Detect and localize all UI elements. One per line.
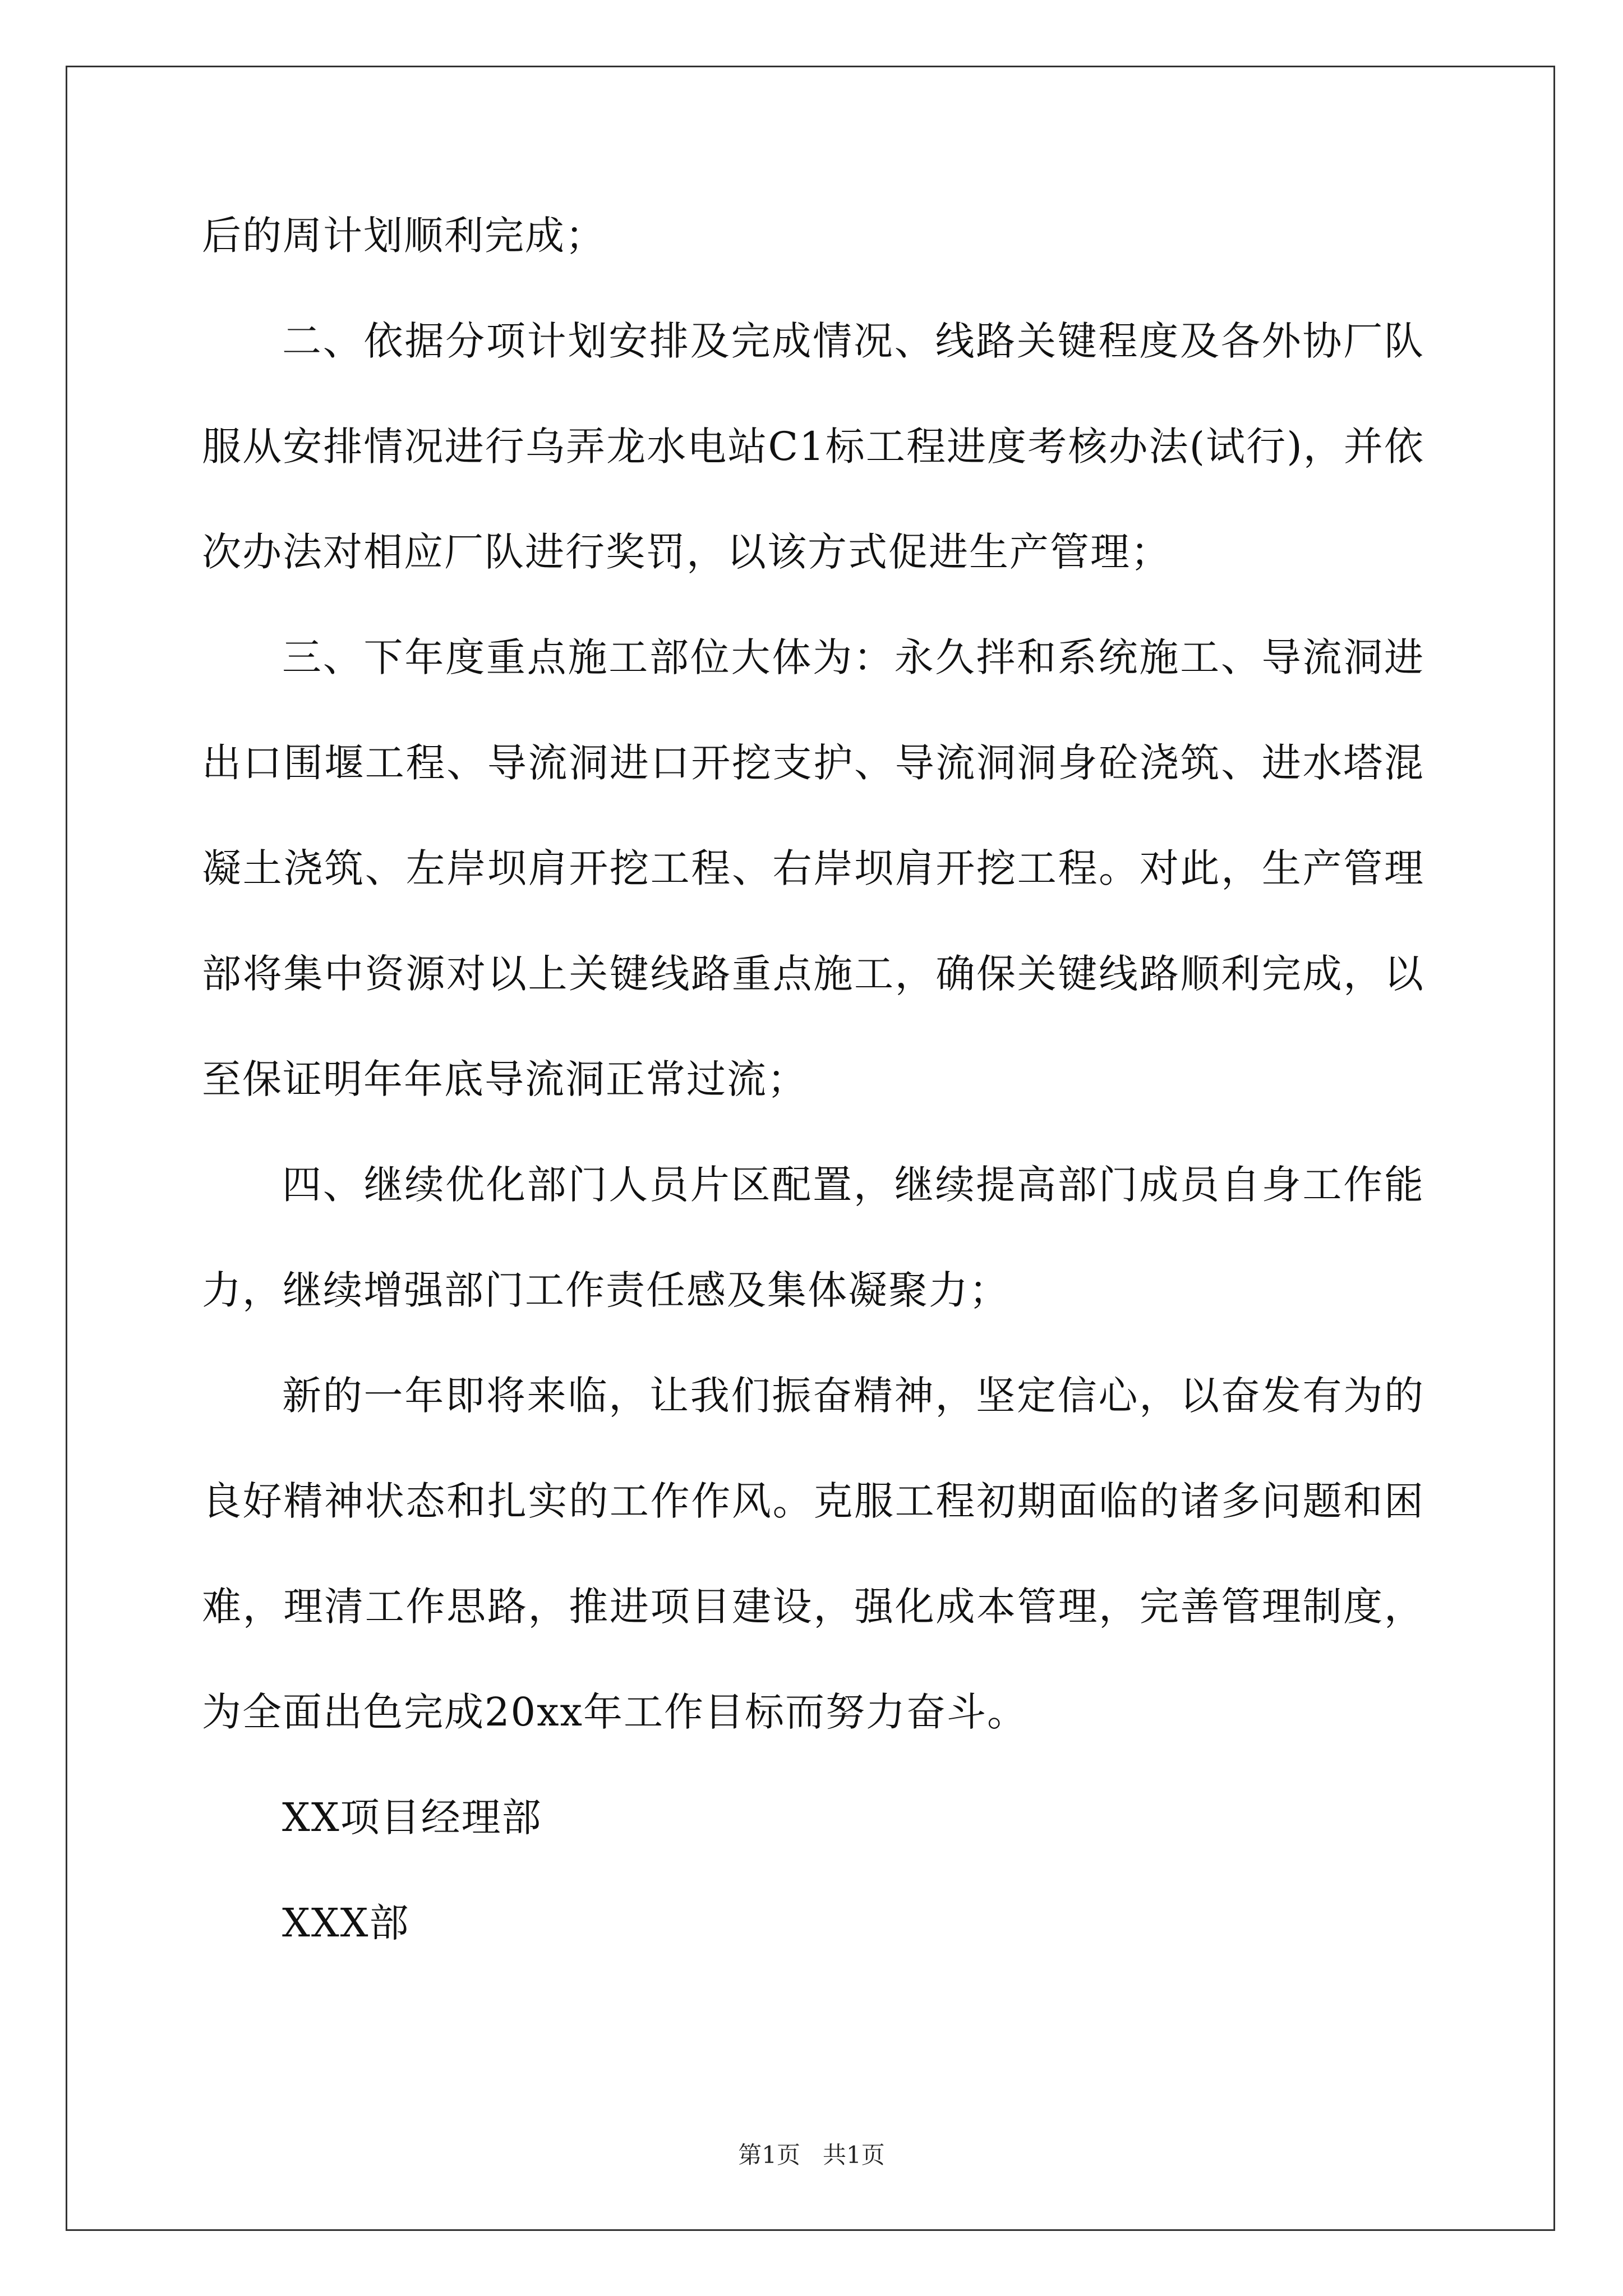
page-footer: 第1页 共1页 bbox=[738, 2141, 885, 2169]
text-line-13: 良好精神状态和扎实的工作作风。克服工程初期面临的诸多问题和困 bbox=[202, 1478, 1424, 1524]
text-line-12: 新的一年即将来临，让我们振奋精神，坚定信心，以奋发有为的 bbox=[282, 1373, 1424, 1419]
signature-department: XX项目经理部 bbox=[282, 1795, 542, 1841]
text-line-3: 服从安排情况进行乌弄龙水电站C1标工程进度考核办法(试行)，并依 bbox=[202, 424, 1424, 470]
text-line-14: 难，理清工作思路，推进项目建设，强化成本管理，完善管理制度， bbox=[202, 1584, 1424, 1630]
text-line-6: 出口围堰工程、导流洞进口开挖支护、导流洞洞身砼浇筑、进水塔混 bbox=[202, 740, 1424, 786]
text-line-4: 次办法对相应厂队进行奖罚，以该方式促进生产管理； bbox=[202, 529, 1171, 575]
text-line-7: 凝土浇筑、左岸坝肩开挖工程、右岸坝肩开挖工程。对此，生产管理 bbox=[202, 845, 1424, 891]
text-line-15: 为全面出色完成20xx年工作目标而努力奋斗。 bbox=[202, 1689, 1028, 1735]
text-line-8: 部将集中资源对以上关键线路重点施工，确保关键线路顺利完成，以 bbox=[202, 951, 1424, 997]
text-line-5: 三、下年度重点施工部位大体为：永久拌和系统施工、导流洞进 bbox=[282, 634, 1424, 680]
text-line-9: 至保证明年年底导流洞正常过流； bbox=[202, 1056, 808, 1102]
text-line-10: 四、继续优化部门人员片区配置，继续提高部门成员自身工作能 bbox=[282, 1162, 1424, 1208]
text-line-2: 二、依据分项计划安排及完成情况、线路关键程度及各外协厂队 bbox=[282, 318, 1424, 364]
text-line-1: 后的周计划顺利完成； bbox=[202, 213, 606, 259]
text-line-11: 力，继续增强部门工作责任感及集体凝聚力； bbox=[202, 1267, 1009, 1313]
signature-unit: XXX部 bbox=[282, 1900, 410, 1946]
